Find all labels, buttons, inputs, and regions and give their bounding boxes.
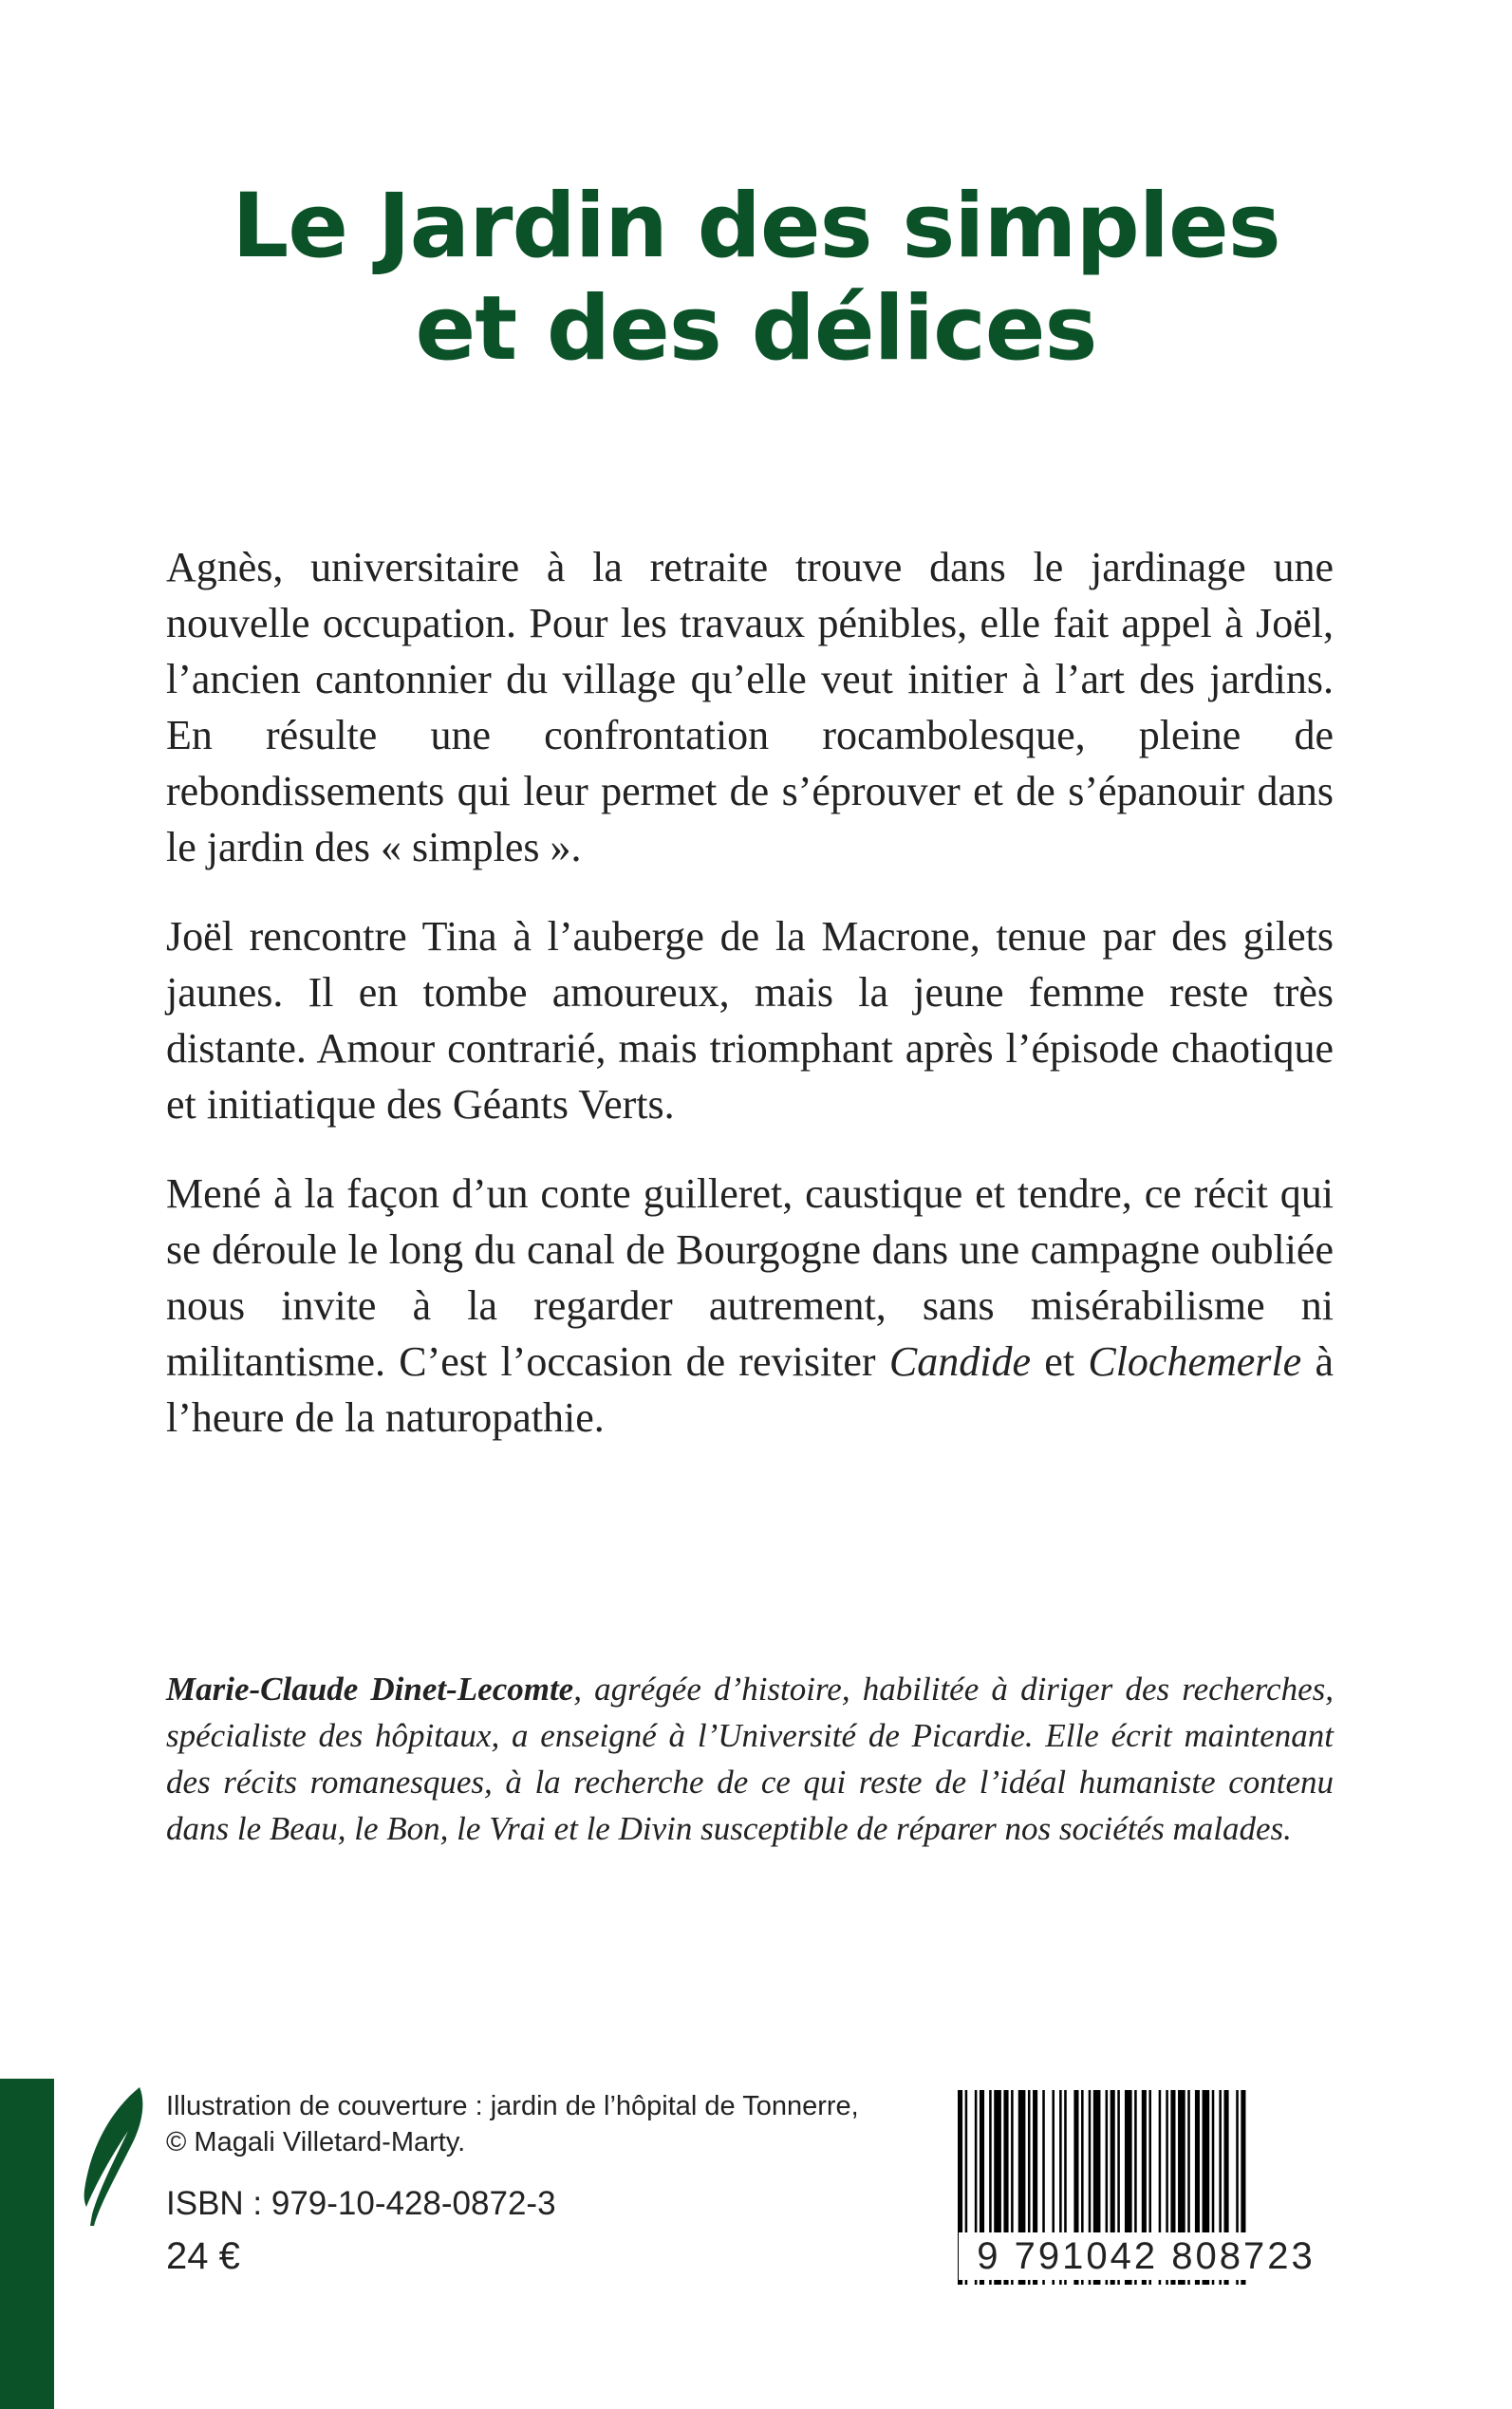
book-title-line-1: Le Jardin des simples: [232, 175, 1280, 278]
publisher-green-band: [0, 2079, 54, 2409]
blurb-p3-part-b: et: [1030, 1338, 1089, 1385]
barcode-number: 9 791042 808723: [959, 2232, 1334, 2280]
blurb-p3-part-c: à l’heure de la naturopathie.: [166, 1338, 1334, 1441]
blurb-paragraph-1: Agnès, universitaire à la retraite trouve dans le jardinage une nouvelle occupation. Pour les travaux pénibles, elle fait appel à Joël, l’ancien cantonnier du village qu’elle veut initier à l’art des jardins. En résulte une confrontation rocambolesque, pleine de rebondissements qui leur permet de s’éprouver et de s’épanouir dans le jardin des « simples ».: [166, 544, 1334, 870]
book-blurb: [166, 539, 1334, 1479]
blurb-paragraph-2: Joël rencontre Tina à l’auberge de la Macrone, tenue par des gilets jaunes. Il en tombe amoureux, mais la jeune femme reste très distante. Amour contrarié, mais triomphant après l’épisode chaotique et initiatique des Géants Verts.: [166, 913, 1334, 1128]
price: 24 €: [166, 2235, 240, 2277]
cover-illustration-credit: [166, 2088, 1001, 2160]
feather-icon: [71, 2083, 147, 2235]
blurb-title-clochemerle: Clochemerle: [1088, 1338, 1302, 1385]
blurb-p3-part-a: Mené à la façon d’un conte guilleret, caustique et tendre, ce récit qui se déroule le long du canal de Bourgogne dans une campagne oubliée nous invite à la regarder autrement, sans misérabilisme ni militantisme. C’est l’occasion de revisiter: [166, 1170, 1334, 1385]
credit-line-1: Illustration de couverture : jardin de l’hôpital de Tonnerre,: [166, 2091, 859, 2121]
author-bio: [166, 1666, 1334, 1852]
author-name: Marie-Claude Dinet-Lecomte: [166, 1671, 574, 1708]
isbn: ISBN : 979-10-428-0872-3: [166, 2185, 556, 2222]
credit-line-2: © Magali Villetard-Marty.: [166, 2127, 466, 2157]
blurb-paragraph-3: [166, 1166, 1334, 1446]
book-title-line-2: et des délices: [415, 277, 1097, 381]
blurb-title-candide: Candide: [888, 1338, 1031, 1385]
book-title: [0, 176, 1512, 381]
author-bio-text: , agrégée d’histoire, habilitée à diriger des recherches, spécialiste des hôpitaux, a enseigné à l’Université de Picardie. Elle écrit maintenant des récits romanesques, à la recherche de ce qui reste de l’idéal humaniste contenu dans le Beau, le Bon, le Vrai et le Divin susceptible de réparer nos sociétés malades.: [166, 1671, 1334, 1847]
